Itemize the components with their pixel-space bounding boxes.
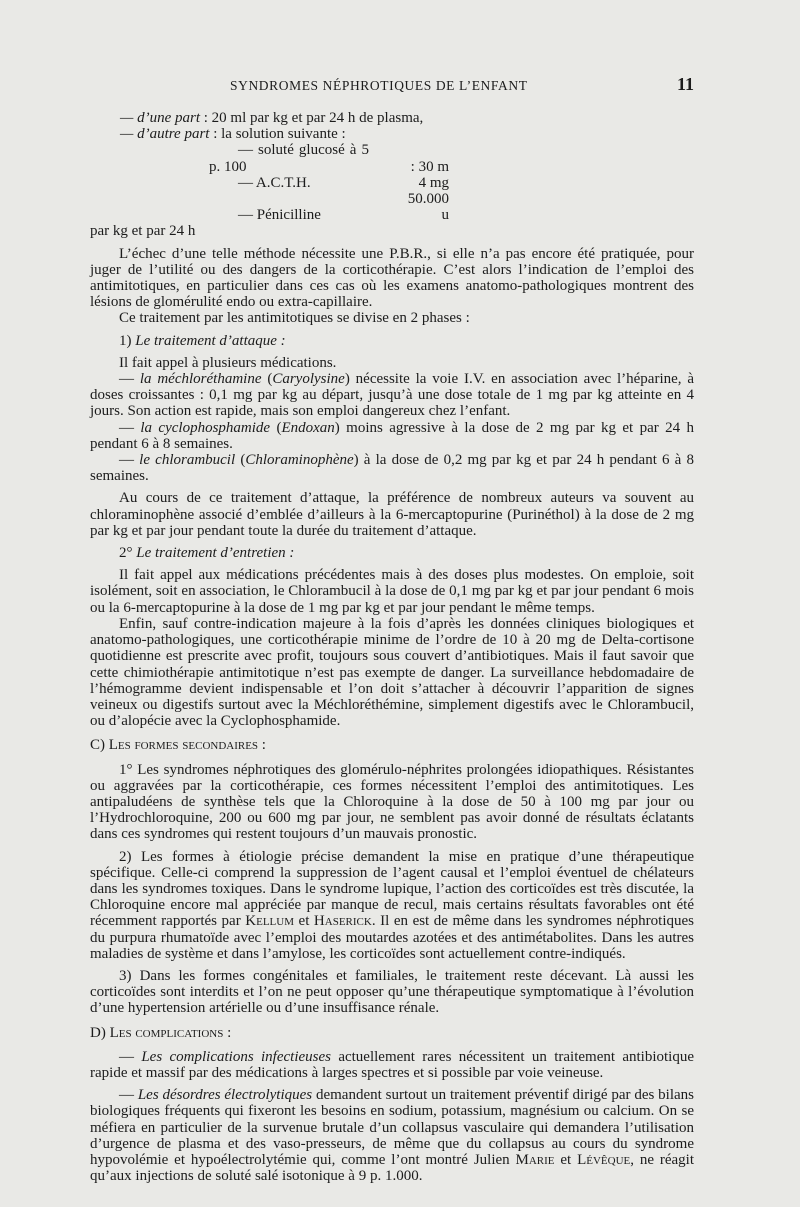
paragraph: — Les désordres électrolytiques demandent surtout un traitement préventif dirigé par des bilans biologiques fréquents qui fixeront les besoins en sodium, potassium, magnésium ou calcium. On se méfiera en particulier de la survenue brutale d’un collapsus vasculaire qui demandera l’utilisation d’urgence de plasma et des vaso-presseurs, de même que du collapsus au cours du syndrome hypovolémie et hypoélectrolytémie qui, comme l’ont montré Julien Marie et Lévêque, ne réagit qu’aux injections de soluté salé isotonique à 9 p. 1.000. [90, 1087, 695, 1185]
drug-item: — le chlorambucil (Chloraminophène) à la dose de 0,2 mg par kg et par 24 h pendant 6 à 8 semaines. [90, 452, 694, 485]
page-number: 11 [676, 74, 694, 94]
paragraph: — Les complications infectieuses actuellement rares nécessitent un traitement antibiotique rapide et massif par des médications à larges spectres et si possible par voie veineuse. [90, 1048, 695, 1081]
paragraph: 3) Dans les formes congénitales et familiales, le traitement reste décevant. Là aussi les corticoïdes sont interdits et l’on ne peut opposer qu’une thérapeutique symptomatique à l’évolution d’une hypertension artérielle ou d’une insuffisance rénale. [90, 967, 694, 1017]
paragraph: Il fait appel à plusieurs médications. [119, 354, 337, 371]
section-heading-c: C) Les formes secondaires : [90, 737, 266, 754]
paragraph: Il fait appel aux médications précédentes mais à des doses plus modestes. On emploie, soit isolément, soit en association, le Chlorambucil à la dose de 0,1 mg par kg et par jour pendant 6 mois ou la 6-mercaptopurine à la dose de 1 mg par kg et par jour pendant le même temps. [90, 567, 694, 616]
section-heading-d: D) Les complications : [90, 1024, 232, 1041]
subheading-attaque: 1) Le traitement d’attaque : [119, 332, 286, 349]
page-body [90, 110, 694, 1184]
paragraph: Au cours de ce traitement d’attaque, la préférence de nombreux auteurs va souvent au chloraminophène associé d’emblée d’ailleurs à la 6-mercaptopurine (Purinéthol) à la dose de 2 mg par kg et par jour pendant toute la durée du traitement d’attaque. [90, 490, 694, 539]
line-dose-plasma: — d’une part : 20 ml par kg et par 24 h de plasma, [120, 110, 424, 126]
list-item: — A.C.T.H. 4 mg [238, 174, 449, 191]
paragraph: 2) Les formes à étiologie précise demandent la mise en pratique d’une thérapeutique spécifique. Celle-ci comprend la suppression de l’agent causal et l’emploi éventuel de chélateurs dans les syndromes toxiques. Dans le syndrome lupique, l’action des corticoïdes est très discutée, la Chloroquine encore mal appréciée par manque de recul, mais certains résultats favorables ont été récemment rapportés par Kellum et Haserick. Il en est de même dans les syndromes néphrotiques du purpura rhumatoïde avec l’emploi des moutardes azotées et des antimétabolites. Dans les autres maladies de système et dans l’amylose, les corticoïdes sont actuellement contre-indiqués. [90, 848, 694, 962]
drug-item: — la cyclophosphamide (Endoxan) moins agressive à la dose de 2 mg par kg et par 24 h pendant 6 à 8 semaines. [90, 419, 694, 452]
solution-list [90, 142, 694, 223]
list-item: — soluté glucosé à 5 p. 100 : 30 m [209, 142, 449, 175]
paragraph: 1° Les syndromes néphrotiques des glomérulo-néphrites prolongées idiopathiques. Résistantes ou aggravées par la corticothérapie, ces formes nécessitent l’emploi des antimitotiques. Les antipaludéens de synthèse tels que la Chloroquine à la dose de 50 à 100 mg par jour ou l’Hydrochloroquine, 200 ou 600 mg par jour, ne semblent pas avoir donné de résultats éclatants dans ces syndromes qui restent toujours d’un mauvais pronostic. [90, 761, 694, 843]
subheading-entretien: 2° Le traitement d’entretien : [119, 545, 295, 562]
list-item: — Pénicilline50.000 u [238, 191, 449, 224]
running-head: SYNDROMES NÉPHROTIQUES DE L’ENFANT [230, 78, 528, 93]
paragraph: Enfin, sauf contre-indication majeure à la fois d’après les données cliniques biologiques et anatomo-pathologiques, une corticothérapie minime de l’ordre de 10 à 20 mg de Delta-cortisone quotidienne est prescrite avec profit, toujours sous couvert d’antibiotiques. Mais il faut savoir que cette chimiothérapie antimitotique n’est pas exempte de danger. La surveillance hebdomadaire de l’hémogramme devient indispensable et l’on doit s’attacher à découvrir l’apparition de signes veineux ou digestifs surtout avec la Méchloréthémine, simplement digestifs avec le Chlorambucil, ou d’alopécie avec la Cyclophosphamide. [90, 615, 694, 730]
line-solution: — d’autre part : la solution suivante : [120, 126, 346, 143]
list-suffix: par kg et par 24 h [90, 223, 196, 240]
drug-item: — la méchloréthamine (Caryolysine) nécessite la voie I.V. en association avec l’héparine, à doses croissantes : 0,1 mg par kg au départ, jusqu’à une dose totale de 1 mg par kg atteinte en 4 jours. Son action est rapide, mais son emploi dangereux chez l’enfant. [90, 371, 695, 420]
paragraph: Ce traitement par les antimitotiques se divise en 2 phases : [119, 310, 470, 327]
page-header [90, 74, 694, 100]
paragraph: L’échec d’une telle méthode nécessite une P.B.R., si elle n’a pas encore été pratiquée, pour juger de l’utilité ou des dangers de la corticothérapie. C’est alors l’indication de l’emploi des antimitotiques, en particulier dans ces cas où les examens anatomo-pathologiques montrent des lésions de glomérulité endo ou extra-capillaire. [90, 245, 694, 311]
